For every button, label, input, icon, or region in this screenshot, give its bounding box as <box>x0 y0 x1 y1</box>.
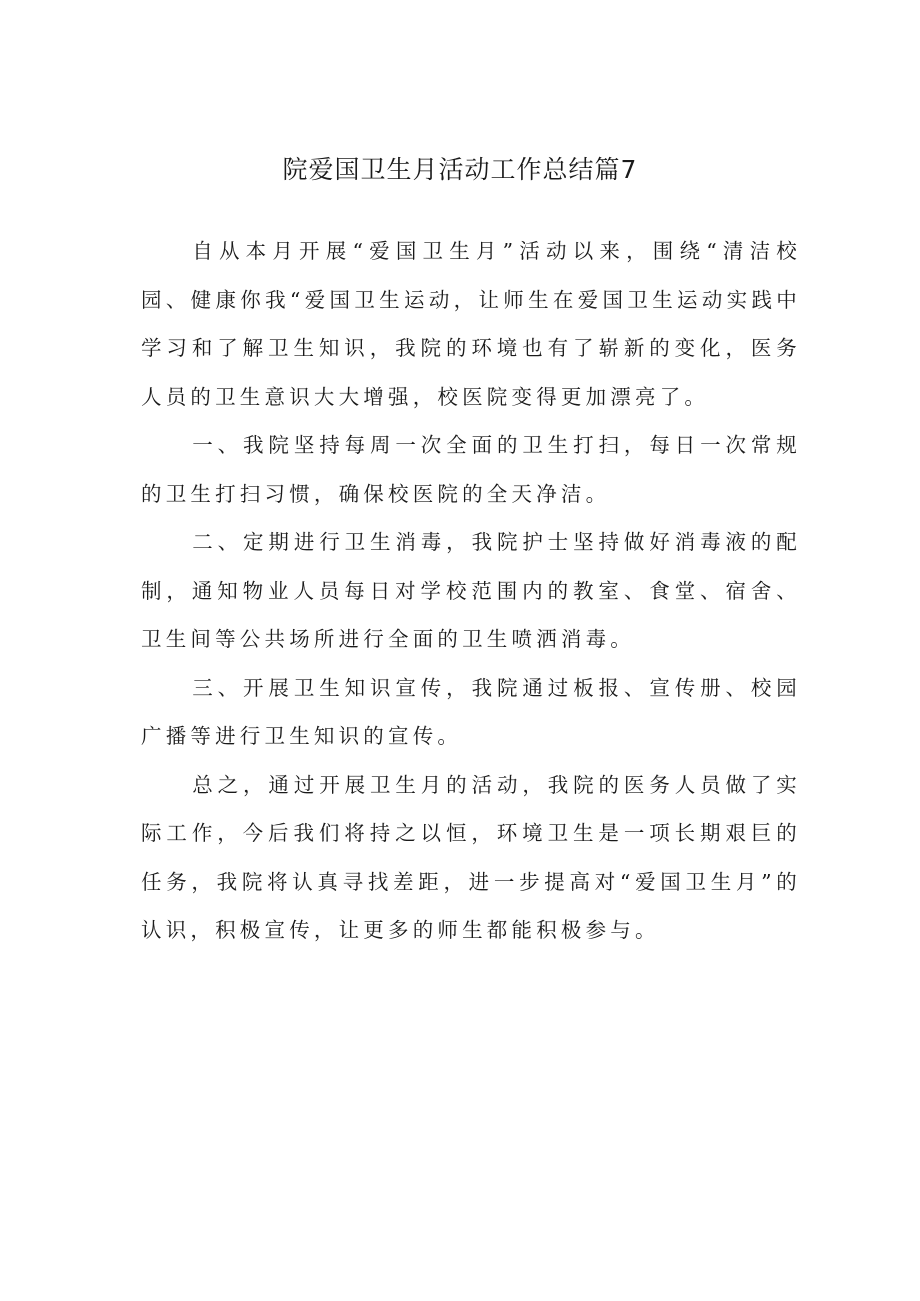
paragraph-item-1: 一、我院坚持每周一次全面的卫生打扫，每日一次常规的卫生打扫习惯，确保校医院的全天净洁。 <box>141 433 801 506</box>
paragraph-conclusion: 总之，通过开展卫生月的活动，我院的医务人员做了实际工作，今后我们将持之以恒，环境卫生是一项长期艰巨的任务，我院将认真寻找差距，进一步提高对“爱国卫生月”的认识，积极宣传，让更多的师生都能积极参与。 <box>141 772 801 942</box>
paragraph-item-3: 三、开展卫生知识宣传，我院通过板报、宣传册、校园广播等进行卫生知识的宣传。 <box>141 675 801 748</box>
paragraph-intro: 自从本月开展“爱国卫生月”活动以来，围绕“清洁校园、健康你我“爱国卫生运动，让师生在爱国卫生运动实践中学习和了解卫生知识，我院的环境也有了崭新的变化，医务人员的卫生意识大大增强，校医院变得更加漂亮了。 <box>141 239 801 409</box>
paragraph-item-2: 二、定期进行卫生消毒，我院护士坚持做好消毒液的配制，通知物业人员每日对学校范围内的教室、食堂、宿舍、卫生间等公共场所进行全面的卫生喷洒消毒。 <box>141 530 801 651</box>
document-body <box>141 227 801 955</box>
document-title: 院爱国卫生月活动工作总结篇7 <box>282 155 638 184</box>
